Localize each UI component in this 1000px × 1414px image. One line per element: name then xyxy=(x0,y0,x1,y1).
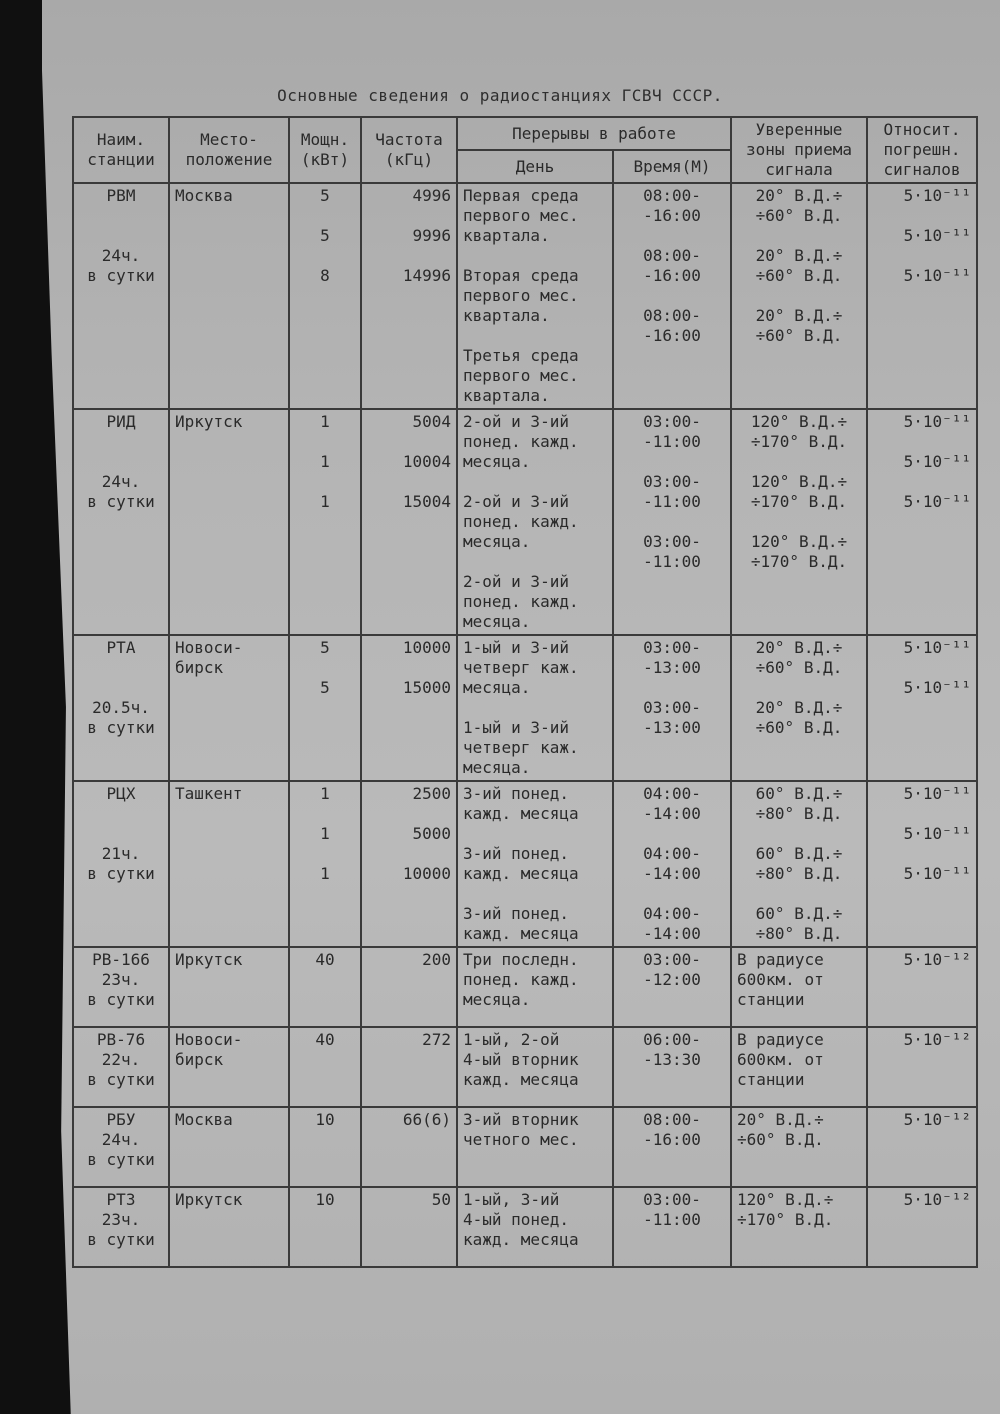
time-value: 04:00- -14:00 xyxy=(643,904,701,943)
header-location: Место- положение xyxy=(169,117,289,183)
error-value: 5·10⁻¹¹ xyxy=(903,678,972,697)
station-location: Иркутск xyxy=(169,1187,289,1267)
document-title: Основные сведения о радиостанциях ГСВЧ СССР. xyxy=(277,86,723,105)
header-day: День xyxy=(457,150,613,183)
power-cell: 10 xyxy=(289,1187,361,1267)
error-cell: 5·10⁻¹² xyxy=(867,947,977,1027)
time-value: 03:00- -13:00 xyxy=(643,698,701,737)
error-value: 5·10⁻¹¹ xyxy=(903,492,972,511)
power-value: 8 xyxy=(320,266,330,285)
station-location: Иркутск xyxy=(169,409,289,635)
day-value: Вторая среда первого мес. квартала. xyxy=(463,266,579,325)
break-day-cell: 3-ий вторник четного мес. xyxy=(457,1107,613,1187)
break-time-cell xyxy=(613,635,731,781)
zone-cell: В радиусе 600км. от станции xyxy=(731,1027,867,1107)
break-day-cell: 1-ый, 2-ой 4-ый вторник кажд. месяца xyxy=(457,1027,613,1107)
zone-cell: В радиусе 600км. от станции xyxy=(731,947,867,1027)
station-name xyxy=(73,781,169,947)
station-row xyxy=(73,781,977,947)
freq-value: 15004 xyxy=(402,492,451,511)
header-frequency: Частота (кГц) xyxy=(361,117,457,183)
station-row xyxy=(73,1027,977,1107)
zone-cell: 120° В.Д.÷ ÷170° В.Д. xyxy=(731,1187,867,1267)
day-value: 3-ий понед. кажд. месяца xyxy=(463,904,579,943)
error-value: 5·10⁻¹¹ xyxy=(903,452,972,471)
time-value: 03:00- -13:00 xyxy=(643,638,701,677)
time-value: 03:00- -11:00 xyxy=(643,472,701,511)
break-time-cell: 06:00- -13:30 xyxy=(613,1027,731,1107)
header-breaks: Перерывы в работе xyxy=(457,117,731,150)
error-value: 5·10⁻¹¹ xyxy=(903,226,972,245)
freq-value: 10004 xyxy=(402,452,451,471)
power-cell: 40 xyxy=(289,947,361,1027)
station-row xyxy=(73,183,977,409)
station-code: РТЗ 23ч. в сутки xyxy=(87,1190,155,1249)
power-value: 1 xyxy=(320,492,330,511)
header-time: Время(М) xyxy=(613,150,731,183)
station-row xyxy=(73,635,977,781)
day-value: 2-ой и 3-ий понед. кажд. месяца. xyxy=(463,572,579,631)
station-code: РИД xyxy=(106,412,136,431)
error-value: 5·10⁻¹¹ xyxy=(903,186,972,205)
power-value: 5 xyxy=(320,638,330,657)
error-value: 5·10⁻¹¹ xyxy=(903,864,972,883)
power-value: 1 xyxy=(320,452,330,471)
freq-value: 9996 xyxy=(412,226,451,245)
power-value: 1 xyxy=(320,864,330,883)
break-day-cell: Три последн. понед. кажд. месяца. xyxy=(457,947,613,1027)
station-location: Иркутск xyxy=(169,947,289,1027)
header-error: Относит. погрешн. сигналов xyxy=(867,117,977,183)
zone-cell xyxy=(731,409,867,635)
error-value: 5·10⁻¹¹ xyxy=(903,412,972,431)
station-row xyxy=(73,1107,977,1187)
station-location: Москва xyxy=(169,1107,289,1187)
station-name xyxy=(73,947,169,1027)
zone-value: 120° В.Д.÷ ÷170° В.Д. xyxy=(750,472,848,511)
day-value: Третья среда первого мес. квартала. xyxy=(463,346,579,405)
freq-value: 15000 xyxy=(402,678,451,697)
freq-value: 10000 xyxy=(402,864,451,883)
day-value: 1-ый и 3-ий четверг каж. месяца. xyxy=(463,638,579,697)
break-day-cell xyxy=(457,183,613,409)
power-value: 1 xyxy=(320,824,330,843)
day-value: 1-ый и 3-ий четверг каж. месяца. xyxy=(463,718,579,777)
station-name xyxy=(73,635,169,781)
station-code: РЦХ xyxy=(106,784,136,803)
day-value: Первая среда первого мес. квартала. xyxy=(463,186,579,245)
station-name xyxy=(73,409,169,635)
power-value: 5 xyxy=(320,226,330,245)
error-cell: 5·10⁻¹² xyxy=(867,1107,977,1187)
frequency-cell xyxy=(361,183,457,409)
error-cell xyxy=(867,781,977,947)
day-value: 2-ой и 3-ий понед. кажд. месяца. xyxy=(463,412,579,471)
station-row xyxy=(73,1187,977,1267)
station-hours: 24ч. в сутки xyxy=(87,246,155,285)
time-value: 08:00- -16:00 xyxy=(643,246,701,285)
zone-cell xyxy=(731,781,867,947)
zone-value: 20° В.Д.÷ ÷60° В.Д. xyxy=(755,186,843,225)
stations-body xyxy=(73,183,977,1267)
error-cell: 5·10⁻¹² xyxy=(867,1187,977,1267)
power-value: 1 xyxy=(320,412,330,431)
power-cell xyxy=(289,635,361,781)
break-time-cell xyxy=(613,409,731,635)
day-value: 2-ой и 3-ий понед. кажд. месяца. xyxy=(463,492,579,551)
time-value: 08:00- -16:00 xyxy=(643,186,701,225)
zone-cell: 20° В.Д.÷ ÷60° В.Д. xyxy=(731,1107,867,1187)
day-value: 3-ий понед. кажд. месяца xyxy=(463,844,579,883)
time-value: 03:00- -11:00 xyxy=(643,412,701,451)
error-cell xyxy=(867,183,977,409)
power-value: 5 xyxy=(320,678,330,697)
break-day-cell xyxy=(457,781,613,947)
break-time-cell xyxy=(613,781,731,947)
station-code: РВ-76 22ч. в сутки xyxy=(87,1030,155,1089)
frequency-cell xyxy=(361,409,457,635)
frequency-cell: 200 xyxy=(361,947,457,1027)
zone-value: 60° В.Д.÷ ÷80° В.Д. xyxy=(755,844,843,883)
power-cell xyxy=(289,183,361,409)
time-value: 04:00- -14:00 xyxy=(643,784,701,823)
break-day-cell xyxy=(457,409,613,635)
stations-table xyxy=(72,116,978,1268)
station-code: РВМ xyxy=(106,186,136,205)
error-cell: 5·10⁻¹² xyxy=(867,1027,977,1107)
frequency-cell: 272 xyxy=(361,1027,457,1107)
station-location: Новоси- бирск xyxy=(169,635,289,781)
day-value: 3-ий понед. кажд. месяца xyxy=(463,784,579,823)
zone-cell xyxy=(731,635,867,781)
error-value: 5·10⁻¹¹ xyxy=(903,824,972,843)
frequency-cell xyxy=(361,635,457,781)
time-value: 08:00- -16:00 xyxy=(643,306,701,345)
station-location: Москва xyxy=(169,183,289,409)
power-cell: 10 xyxy=(289,1107,361,1187)
station-name xyxy=(73,1027,169,1107)
break-day-cell: 1-ый, 3-ий 4-ый понед. кажд. месяца xyxy=(457,1187,613,1267)
time-value: 03:00- -11:00 xyxy=(643,532,701,571)
time-value: 04:00- -14:00 xyxy=(643,844,701,883)
zone-cell xyxy=(731,183,867,409)
zone-value: 60° В.Д.÷ ÷80° В.Д. xyxy=(755,904,843,943)
power-cell: 40 xyxy=(289,1027,361,1107)
error-cell xyxy=(867,409,977,635)
freq-value: 10000 xyxy=(402,638,451,657)
zone-value: 120° В.Д.÷ ÷170° В.Д. xyxy=(750,412,848,451)
frequency-cell xyxy=(361,781,457,947)
station-hours: 21ч. в сутки xyxy=(87,844,155,883)
freq-value: 4996 xyxy=(412,186,451,205)
station-row xyxy=(73,947,977,1027)
frequency-cell: 50 xyxy=(361,1187,457,1267)
header-station-name: Наим. станции xyxy=(73,117,169,183)
zone-value: 20° В.Д.÷ ÷60° В.Д. xyxy=(755,638,843,677)
break-time-cell: 03:00- -12:00 xyxy=(613,947,731,1027)
zone-value: 20° В.Д.÷ ÷60° В.Д. xyxy=(755,306,843,345)
error-cell xyxy=(867,635,977,781)
break-time-cell: 08:00- -16:00 xyxy=(613,1107,731,1187)
station-name xyxy=(73,183,169,409)
zone-value: 120° В.Д.÷ ÷170° В.Д. xyxy=(750,532,848,571)
break-time-cell: 03:00- -11:00 xyxy=(613,1187,731,1267)
freq-value: 5004 xyxy=(412,412,451,431)
station-location: Новоси- бирск xyxy=(169,1027,289,1107)
station-code: РБУ 24ч. в сутки xyxy=(87,1110,155,1169)
header-power: Мощн. (кВт) xyxy=(289,117,361,183)
error-value: 5·10⁻¹¹ xyxy=(903,638,972,657)
zone-value: 20° В.Д.÷ ÷60° В.Д. xyxy=(755,698,843,737)
station-hours: 24ч. в сутки xyxy=(87,472,155,511)
error-value: 5·10⁻¹¹ xyxy=(903,266,972,285)
station-code: РВ-166 23ч. в сутки xyxy=(87,950,155,1009)
freq-value: 2500 xyxy=(412,784,451,803)
header-zones: Уверенные зоны приема сигнала xyxy=(731,117,867,183)
power-cell xyxy=(289,781,361,947)
frequency-cell: 66(6) xyxy=(361,1107,457,1187)
station-code: РТА xyxy=(106,638,136,657)
power-value: 5 xyxy=(320,186,330,205)
zone-value: 60° В.Д.÷ ÷80° В.Д. xyxy=(755,784,843,823)
break-time-cell xyxy=(613,183,731,409)
station-location: Ташкент xyxy=(169,781,289,947)
freq-value: 5000 xyxy=(412,824,451,843)
zone-value: 20° В.Д.÷ ÷60° В.Д. xyxy=(755,246,843,285)
power-cell xyxy=(289,409,361,635)
power-value: 1 xyxy=(320,784,330,803)
break-day-cell xyxy=(457,635,613,781)
station-hours: 20.5ч. в сутки xyxy=(87,698,155,737)
error-value: 5·10⁻¹¹ xyxy=(903,784,972,803)
station-name xyxy=(73,1187,169,1267)
freq-value: 14996 xyxy=(402,266,451,285)
station-row xyxy=(73,409,977,635)
station-name xyxy=(73,1107,169,1187)
